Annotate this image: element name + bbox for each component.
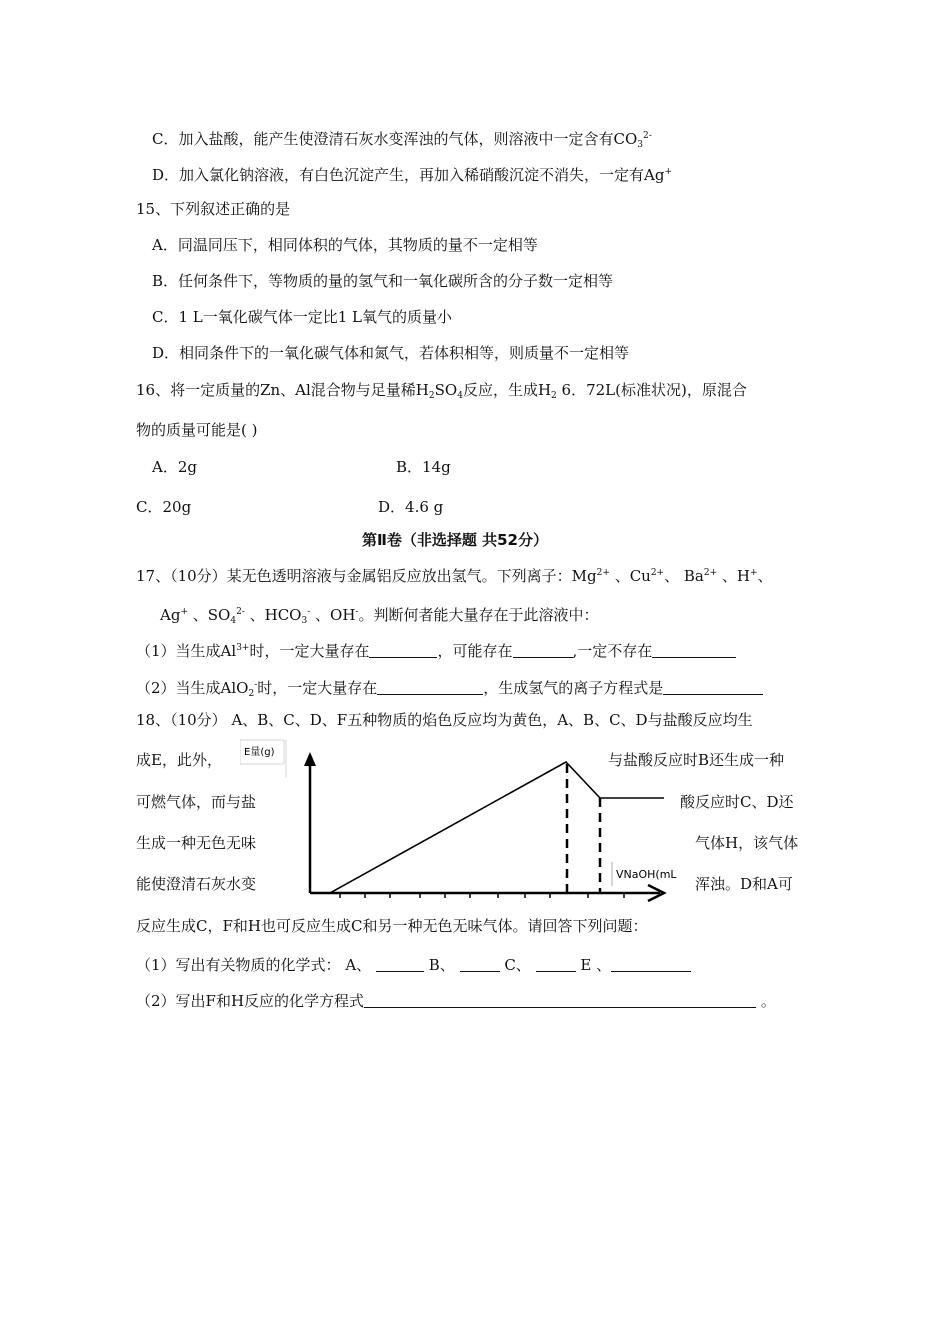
q18-blank-e[interactable] — [611, 957, 691, 972]
q17-blank-2[interactable] — [513, 643, 573, 658]
q18-line5-right: 浑浊。D和A可 — [695, 875, 793, 893]
q15-stem: 15、下列叙述正确的是 — [136, 200, 291, 218]
q16-stem-line2: 物的质量可能是( ) — [136, 421, 258, 439]
q18-line1: 18、（10分） A、B、C、D、F五种物质的焰色反应均为黄色，A、B、C、D与盐酸反应均生 — [136, 711, 753, 729]
q17-line1: 17、（10分）某无色透明溶液与金属铝反应放出氢气。下列离子：$Mg^{2+}$ 、$Cu^{2+}$、 $Ba^{2+}$ 、H+、 — [136, 567, 773, 585]
q15-option-b: B．任何条件下，等物质的量的氢气和一氧化碳所含的分子数一定相等 — [152, 272, 614, 290]
q18-line4-right: 气体H，该气体 — [695, 834, 799, 852]
q18-blank-b[interactable] — [460, 957, 500, 972]
q14-option-c: C．加入盐酸，能产生使澄清石灰水变浑浊的气体，则溶液中一定含有$CO_3^{2-}$ — [152, 130, 652, 150]
q16-stem-line1: 16、将一定质量的Zn、Al混合物与足量稀$H_2SO_4$反应，生成$H_2$ 6．72L(标准状况)，原混合 — [136, 381, 747, 401]
q18-blank-equation[interactable] — [364, 993, 756, 1008]
q17-part2: （2）当生成AlO$_2$-时，一定大量存在 ，生成氢气的离子方程式是 — [136, 675, 763, 704]
q15-option-a: A．同温同压下，相同体积的气体，其物质的量不一定相等 — [152, 236, 538, 254]
y-axis-label: E量(g) — [244, 747, 275, 758]
q15-option-c: C．1 L一氧化碳气体一定比1 L氧气的质量小 — [152, 308, 453, 326]
q18-line4-left: 生成一种无色无味 — [136, 834, 257, 852]
q18-line2-left: 成E，此外， — [136, 751, 222, 769]
q14-option-d: D．加入氯化钠溶液，有白色沉淀产生，再加入稀硝酸沉淀不消失，一定有Ag+ — [152, 166, 673, 184]
q18-line3-right: 酸反应时C、D还 — [680, 793, 794, 811]
q18-line5-left: 能使澄清石灰水变 — [136, 875, 257, 893]
q16-option-b: B．14g — [396, 458, 451, 476]
q18-part2: （2）写出F和H反应的化学方程式 。 — [136, 992, 776, 1010]
q17-line2: Ag+ 、$SO_4^{2-}$ 、$HCO_3^-$ 、OH-。判断何者能大量存在于此溶液中： — [160, 606, 599, 626]
q17-blank-5[interactable] — [663, 680, 763, 695]
section-title: 第Ⅱ卷（非选择题 共52分） — [362, 531, 548, 549]
q15-option-d: D．相同条件下的一氧化碳气体和氮气，若体积相等，则质量不一定相等 — [152, 344, 630, 362]
sediment-graph — [240, 738, 680, 903]
q17-part1: （1）当生成$Al^{3+}$时，一定大量存在 ，可能存在 ,一定不存在 — [136, 638, 736, 661]
q18-line6: 反应生成C，F和H也可反应生成C和另一种无色无味气体。请回答下列问题： — [136, 917, 648, 935]
sediment-curve — [330, 762, 664, 893]
q17-blank-4[interactable] — [377, 680, 483, 695]
q18-line2-right: 与盐酸反应时B还生成一种 — [608, 751, 785, 769]
q17-blank-1[interactable] — [369, 643, 437, 658]
q16-option-d: D．4.6 g — [378, 498, 444, 516]
q16-option-a: A．2g — [152, 458, 197, 476]
q18-blank-c[interactable] — [536, 957, 576, 972]
q18-blank-a[interactable] — [376, 957, 424, 972]
q17-blank-3[interactable] — [652, 643, 736, 658]
x-axis-label: VNaOH(mL — [616, 868, 677, 881]
q18-line3-left: 可燃气体，而与盐 — [136, 793, 257, 811]
y-axis-arrow — [304, 752, 316, 766]
q18-part1: （1）写出有关物质的化学式： A、 B、 C、 E 、 — [136, 955, 691, 975]
q16-option-c: C．20g — [136, 498, 192, 516]
